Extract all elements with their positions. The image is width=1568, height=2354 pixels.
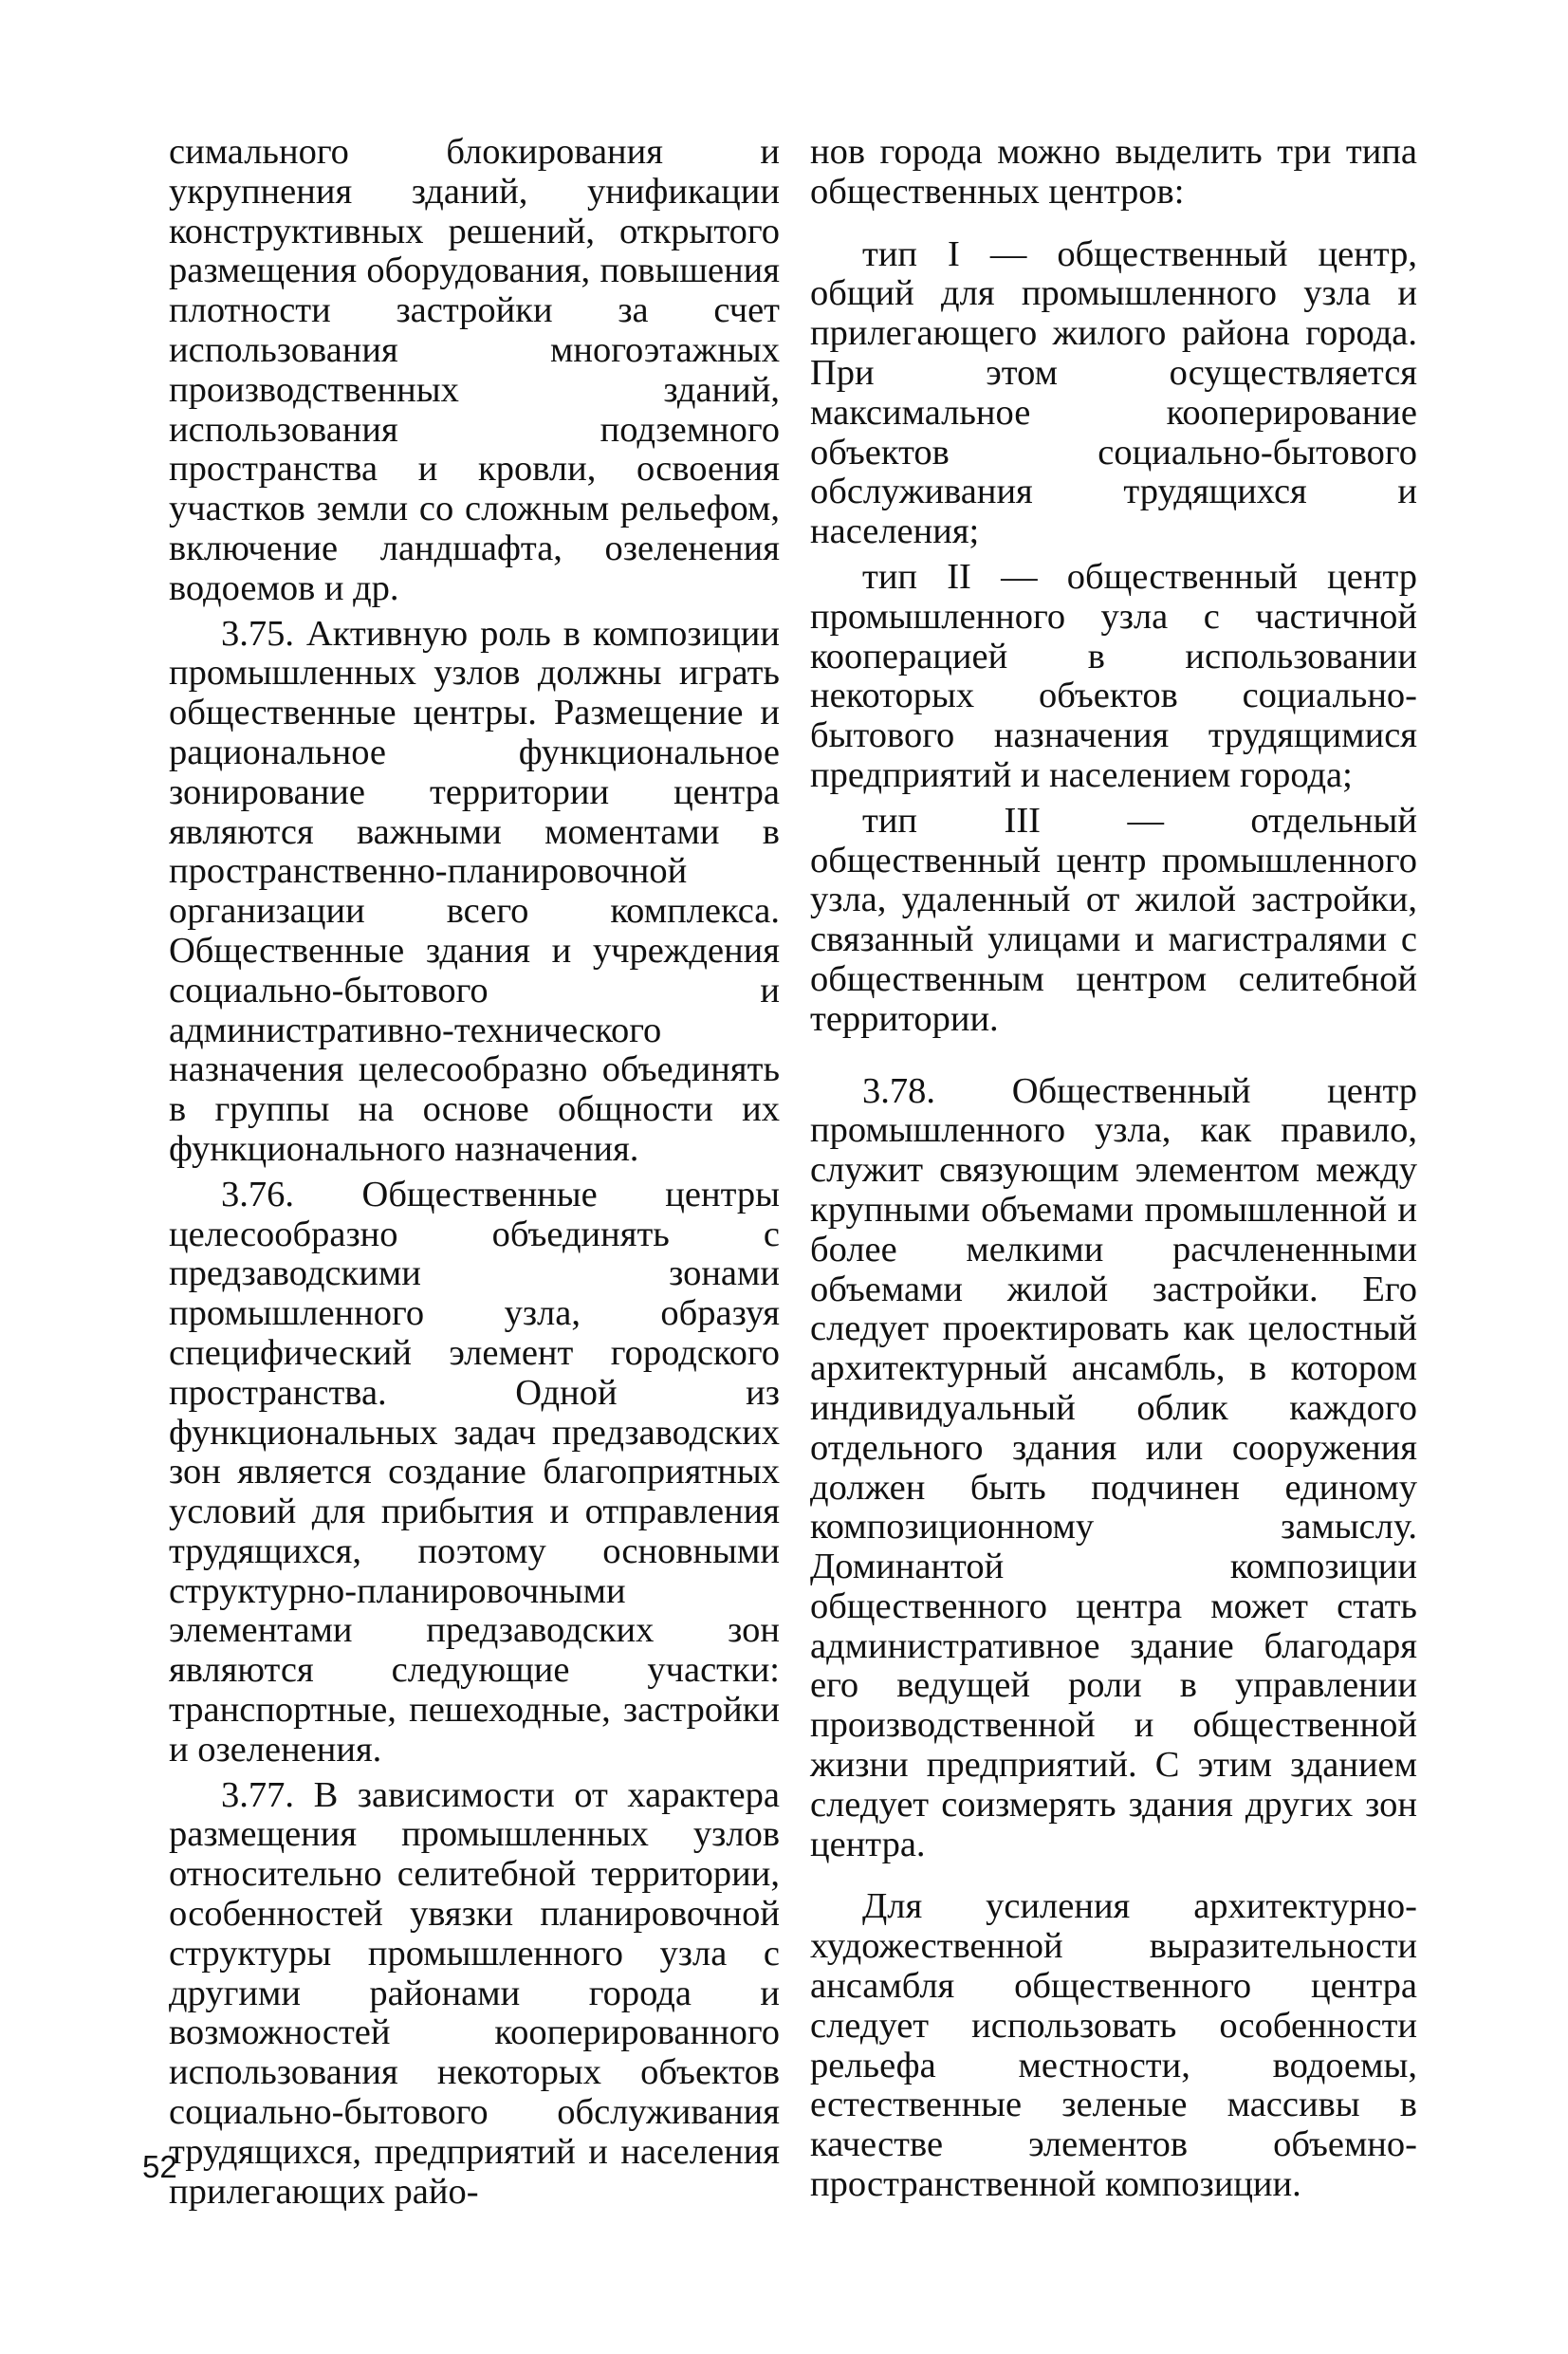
left-continuation-paragraph: симального блокирования и укрупнения зданий, унификации конструктивных решений, открытого размещения оборудования, повышения плотности застройки за счет использования многоэтажных производственных зданий, использования подземного пространства и кровли, освоения участков земли со сложным рельефом, включение ландшафта, озеленения водоемов и др. xyxy=(169,132,780,608)
left-column xyxy=(169,133,780,2212)
center-type-2: тип II — общественный центр промышленного узла с частичной кооперацией в использовании некоторых объектов социально-бытового назначения трудящимися предприятий и населением города; xyxy=(810,556,1417,795)
paragraph-3-76: 3.76. Общественные центры целесообразно объединять с предзаводскими зонами промышленного узла, образуя специфический элемент городского пространства. Одной из функциональных задач предзаводских зон является создание благоприятных условий для прибытия и отправления трудящихся, поэтому основными структурно-планировочными элементами предзаводских зон являются следующие участки: транспортные, пешеходные, застройки и озеленения. xyxy=(169,1174,780,1770)
center-type-3: тип III — отдельный общественный центр промышленного узла, удаленный от жилой застройки, связанный улицами и магистралями с общественным центром селитебной территории. xyxy=(810,800,1417,1039)
right-continuation-paragraph: нов города можно выделить три типа общественных центров: xyxy=(810,132,1417,212)
right-column xyxy=(810,133,1417,2205)
paragraph-3-77: 3.77. В зависимости от характера размещения промышленных узлов относительно селитебной территории, особенностей увязки планировочной структуры промышленного узла с другими районами города и возможностей кооперированного использования некоторых объектов социально-бытового обслуживания трудящихся, предприятий и населения прилегающих райо- xyxy=(169,1774,780,2212)
paragraph-3-78: 3.78. Общественный центр промышленного узла, как правило, служит связующим элементом между крупными объемами промышленной и более мелкими расчлененными объемами жилой застройки. Его следует проектировать как целостный архитектурный ансамбль, в котором индивидуальный облик каждого отдельного здания или сооружения должен быть подчинен единому композиционному замыслу. Доминантой композиции общественного центра может стать административное здание благодаря его ведущей роли в управлении производственной и общественной жизни предприятий. С этим зданием следует соизмерять здания других зон центра. xyxy=(810,1070,1417,1864)
center-type-1: тип I — общественный центр, общий для промышленного узла и прилегающего жилого района города. При этом осуществляется максимальное кооперирование объектов социально-бытового обслуживания трудящихся и населения; xyxy=(810,233,1417,552)
paragraph-final: Для усиления архитектурно-художественной выразительности ансамбля общественного центра следует использовать особенности рельефа местности, водоемы, естественные зеленые массивы в качестве элементов объемно-пространственной композиции. xyxy=(810,1886,1417,2205)
page-number: 52 xyxy=(142,2149,177,2184)
paragraph-3-75: 3.75. Активную роль в композиции промышленных узлов должны играть общественные центры. Размещение и рациональное функциональное зонирование территории центра являются важными моментами в пространственно-планировочной организации всего комплекса. Общественные здания и учреждения социально-бытового и административно-технического назначения целесообразно объединять в группы на основе общности их функционального назначения. xyxy=(169,613,780,1169)
